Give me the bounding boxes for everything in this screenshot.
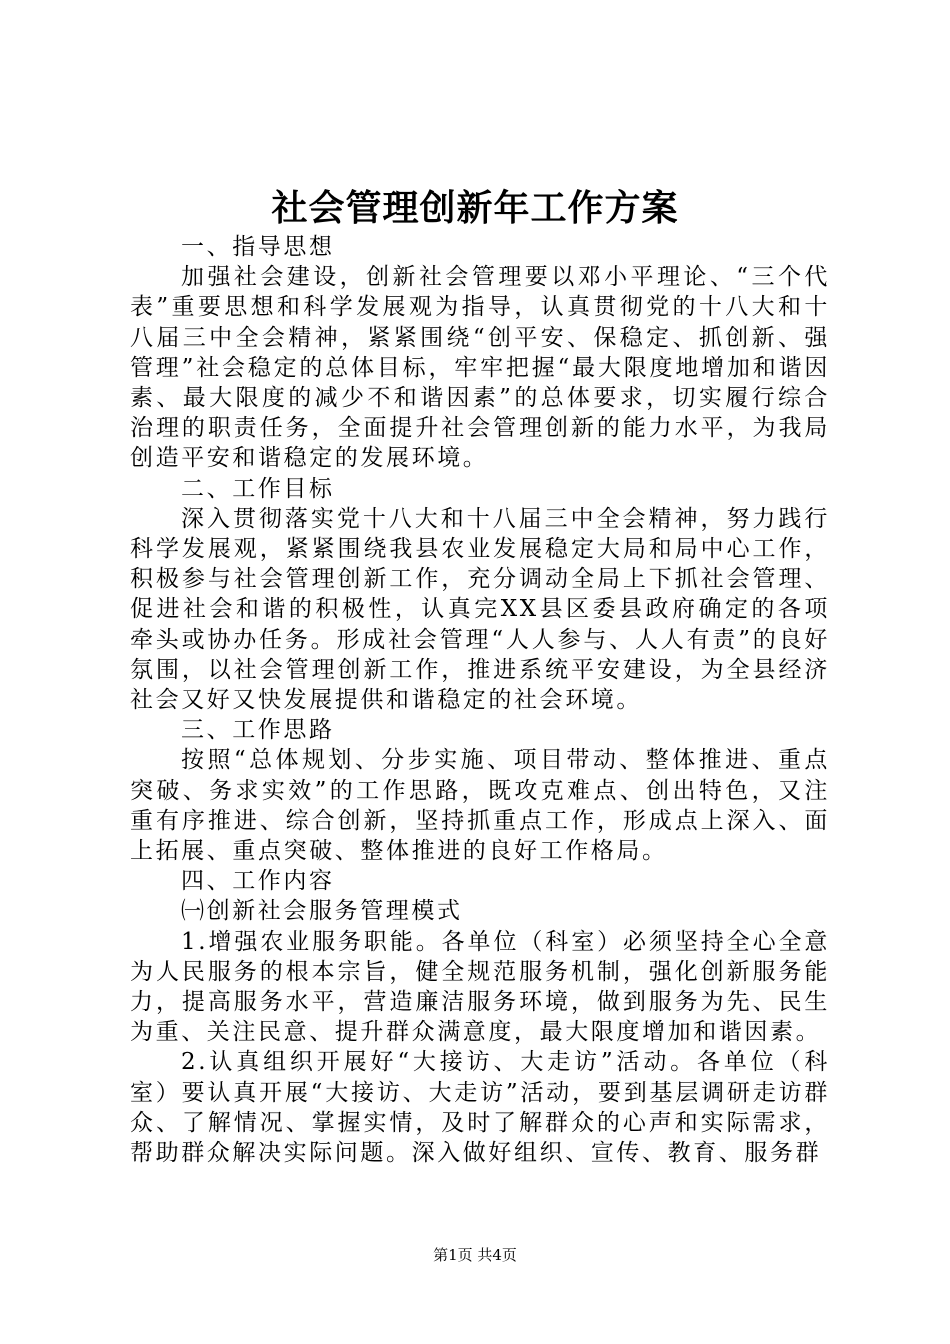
paragraph-work-goals: 深入贯彻落实党十八大和十八届三中全会精神，努力践行科学发展观，紧紧围绕我县农业发展稳定大局和局中心工作，积极参与社会管理创新工作，充分调动全局上下抓社会管理、促进社会和谐的积极性，认真完XX县区委县政府确定的各项牵头或协办任务。形成社会管理“人人参与、人人有责”的良好氛围，以社会管理创新工作，推进系统平安建设，为全县经济社会又好又快发展提供和谐稳定的社会环境。 <box>130 505 830 714</box>
paragraph-guiding-thought: 加强社会建设，创新社会管理要以邓小平理论、“三个代表”重要思想和科学发展观为指导，认真贯彻党的十八大和十八届三中全会精神，紧紧围绕“创平安、保稳定、抓创新、强管理”社会稳定的总体目标，牢牢把握“最大限度地增加和谐因素、最大限度的减少不和谐因素”的总体要求，切实履行综合治理的职责任务，全面提升社会管理创新的能力水平，为我局创造平安和谐稳定的发展环境。 <box>130 264 830 472</box>
subheading-service-model: ㈠创新社会服务管理模式 <box>181 898 463 925</box>
paragraph-item-2: 2.认真组织开展好“大接访、大走访”活动。各单位（科室）要认真开展“大接访、大走访”活动，要到基层调研走访群众、了解情况、掌握实情，及时了解群众的心声和实际需求，帮助群众解决实际问题。深入做好组织、宣传、教育、服务群 <box>130 1049 830 1167</box>
paragraph-item-1: 1.增强农业服务职能。各单位（科室）必须坚持全心全意为人民服务的根本宗旨，健全规范服务机制，强化创新服务能力，提高服务水平，营造廉洁服务环境，做到服务为先、民生为重、关注民意、提升群众满意度，最大限度增加和谐因素。 <box>130 928 830 1046</box>
heading-work-goals: 二、工作目标 <box>181 475 335 502</box>
document-title: 社会管理创新年工作方案 <box>271 187 679 229</box>
paragraph-work-approach: 按照“总体规划、分步实施、项目带动、整体推进、重点突破、务求实效”的工作思路，既攻克难点、创出特色，又注重有序推进、综合创新，坚持抓重点工作，形成点上深入、面上拓展、重点突破、整体推进的良好工作格局。 <box>130 747 830 865</box>
heading-guiding-thought: 一、指导思想 <box>181 234 335 260</box>
heading-work-content: 四、工作内容 <box>181 868 335 895</box>
heading-work-approach: 三、工作思路 <box>181 717 335 744</box>
document-body <box>130 232 830 1168</box>
page-footer: 第1页 共4页 <box>433 1246 517 1264</box>
